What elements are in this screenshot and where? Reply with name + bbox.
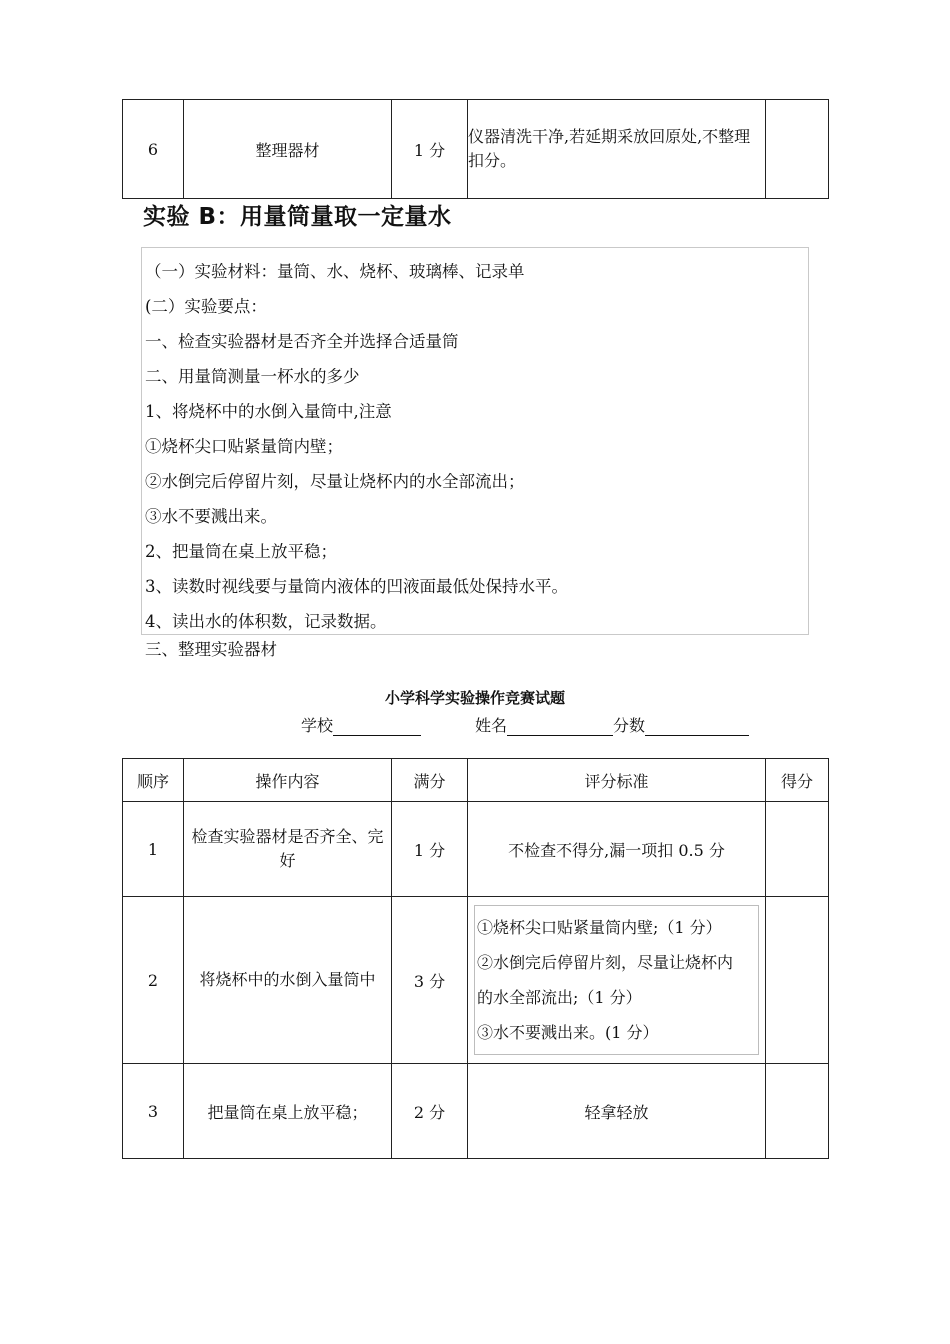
materials-line: （一）实验材料：量筒、水、烧杯、玻璃棒、记录单 [145,262,525,281]
scoring-criteria: 仪器清洗干净,若延期采放回原处,不整理扣分。 [468,100,766,199]
sub-step-2: 2、把量筒在桌上放平稳； [145,542,337,561]
score-blank[interactable] [645,717,749,736]
experiment-b-heading: 实验 B：用量筒量取一定量水 [143,204,452,230]
score-label: 分数 [613,716,646,735]
school-field [301,713,421,736]
operation-content: 把量筒在桌上放平稳； [184,1064,392,1159]
header-score: 得分 [766,759,829,802]
table-row [123,802,829,897]
row-number: 2 [123,897,184,1064]
criteria-box [474,905,759,1055]
header-order: 顺序 [123,759,184,802]
note-3: ③水不要溅出来。 [145,507,277,526]
row-number: 6 [123,100,184,199]
operation-content: 检查实验器材是否齐全、完好 [184,802,392,897]
operation-content: 将烧杯中的水倒入量筒中 [184,897,392,1064]
row-number: 1 [123,802,184,897]
table-header-row [123,759,829,802]
scoring-criteria: 不检查不得分,漏一项扣 0.5 分 [468,802,766,897]
scoring-table [122,758,829,1159]
table-row [123,897,829,1064]
header-content: 操作内容 [184,759,392,802]
school-blank[interactable] [333,717,421,736]
name-label: 姓名 [475,716,508,735]
header-criteria: 评分标准 [468,759,766,802]
criteria-line: 的水全部流出;（1 分） [477,988,642,1007]
row-number: 3 [123,1064,184,1159]
full-points: 3 分 [392,897,468,1064]
scoring-criteria: 轻拿轻放 [468,1064,766,1159]
header-full-points: 满分 [392,759,468,802]
score-cell [766,1064,829,1159]
name-blank[interactable] [507,717,613,736]
table-row [123,1064,829,1159]
sub-step-1: 1、将烧杯中的水倒入量筒中,注意 [145,402,392,421]
name-field [475,713,749,736]
sub-step-4: 4、读出水的体积数，记录数据。 [145,612,387,631]
criteria-line: ②水倒完后停留片刻，尽量让烧杯内 [477,953,734,972]
key-points-title: (二）实验要点： [145,297,267,316]
note-1: ①烧杯尖口贴紧量筒内壁； [145,437,343,456]
score-cell [766,897,829,1064]
step-three: 三、整理实验器材 [145,640,277,659]
step-one: 一、检查实验器材是否齐全并选择合适量筒 [145,332,459,351]
full-points: 1 分 [392,100,468,199]
score-cell [766,100,829,199]
criteria-line: ③水不要溅出来。(1 分） [477,1023,659,1042]
competition-title: 小学科学实验操作竞赛试题 [384,689,565,707]
full-points: 2 分 [392,1064,468,1159]
top-score-table [122,99,829,199]
sub-step-3: 3、读数时视线要与量筒内液体的凹液面最低处保持水平。 [145,577,568,596]
score-cell [766,802,829,897]
school-label: 学校 [301,716,334,735]
table-row [123,100,829,199]
note-2: ②水倒完后停留片刻，尽量让烧杯内的水全部流出； [145,472,525,491]
full-points: 1 分 [392,802,468,897]
step-two: 二、用量筒测量一杯水的多少 [145,367,360,386]
criteria-line: ①烧杯尖口贴紧量筒内壁;（1 分） [477,918,722,937]
scoring-criteria [468,897,766,1064]
operation-content: 整理器材 [184,100,392,199]
